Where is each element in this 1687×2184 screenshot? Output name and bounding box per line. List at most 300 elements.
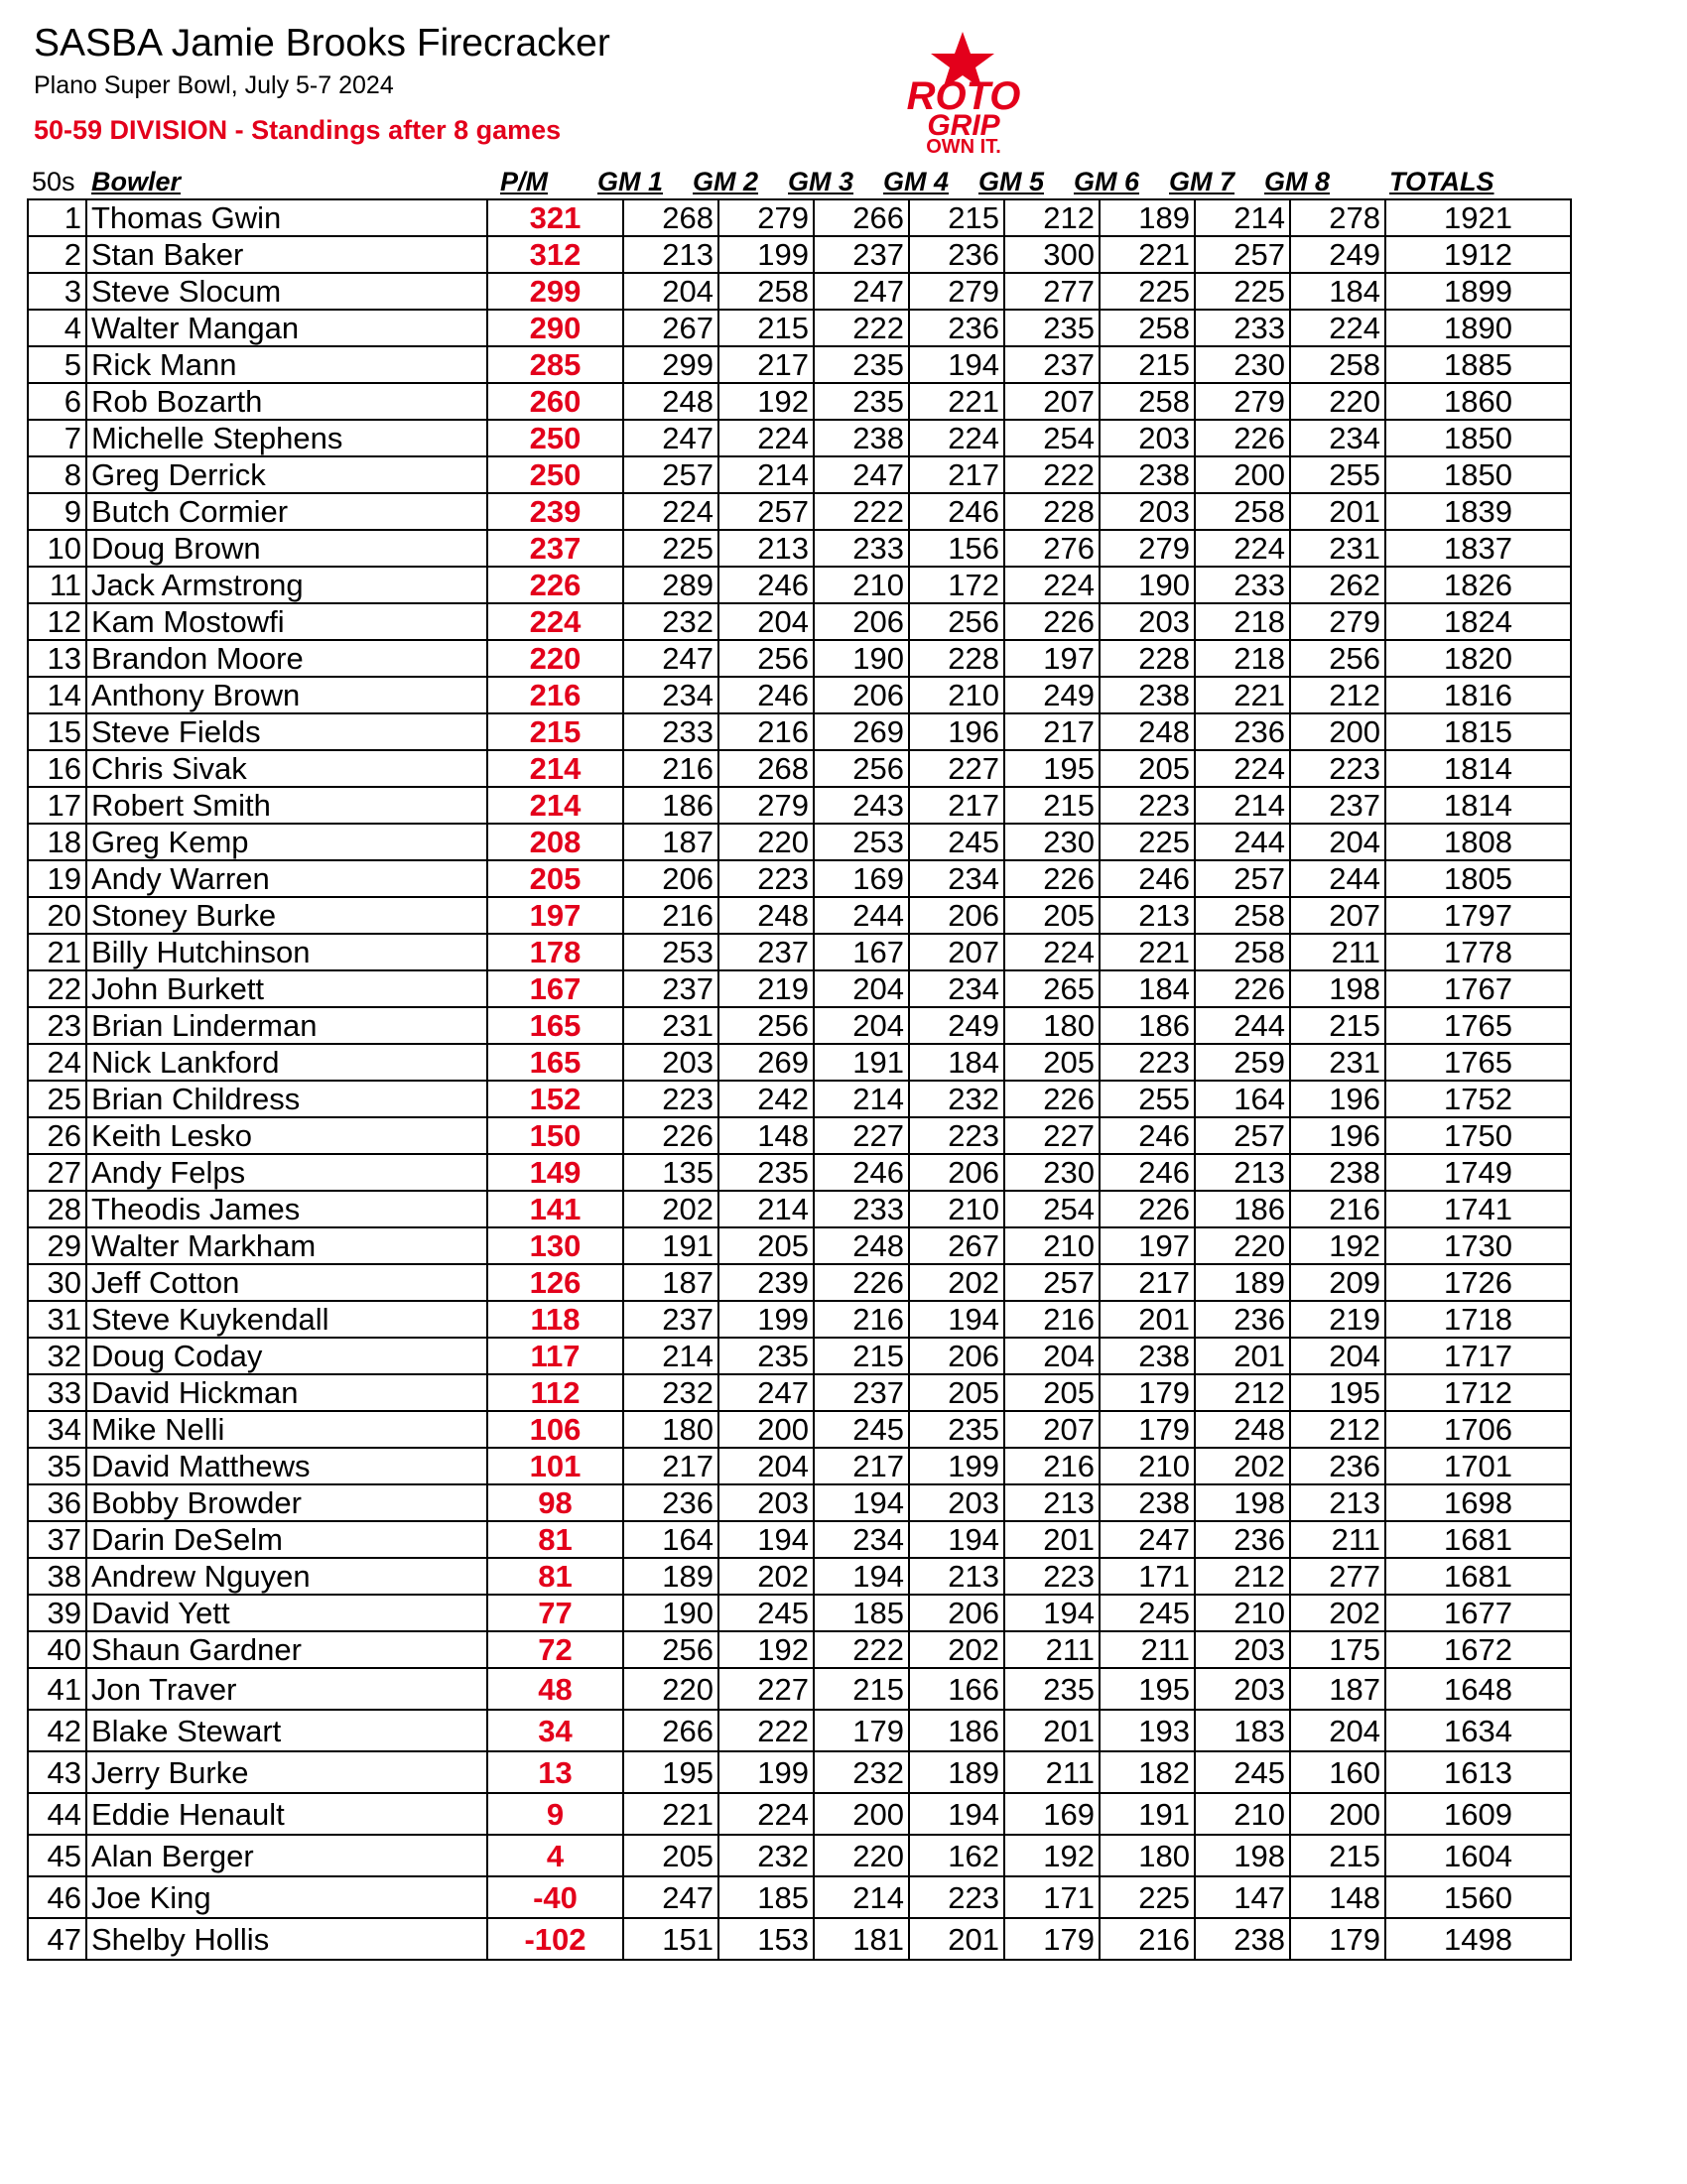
game-4-cell: 205 — [909, 1374, 1004, 1411]
game-1-cell: 231 — [623, 1007, 718, 1044]
game-8-cell: 224 — [1290, 310, 1385, 346]
game-5-cell: 205 — [1004, 1374, 1100, 1411]
game-2-cell: 217 — [718, 346, 814, 383]
game-4-cell: 223 — [909, 1876, 1004, 1918]
bowler-name-cell: Rick Mann — [86, 346, 487, 383]
game-8-cell: 202 — [1290, 1595, 1385, 1631]
game-8-cell: 187 — [1290, 1668, 1385, 1710]
table-row — [28, 1117, 1571, 1154]
table-row — [28, 824, 1571, 860]
bowler-name-cell: Shaun Gardner — [86, 1631, 487, 1668]
pm-cell: 239 — [487, 493, 623, 530]
game-3-cell: 246 — [814, 1154, 909, 1191]
game-2-cell: 200 — [718, 1411, 814, 1448]
game-6-cell: 195 — [1100, 1668, 1195, 1710]
game-4-cell: 267 — [909, 1227, 1004, 1264]
game-6-cell: 179 — [1100, 1374, 1195, 1411]
game-8-cell: 207 — [1290, 897, 1385, 934]
column-header-gm6: GM 6 — [1074, 167, 1140, 196]
total-cell: 1701 — [1385, 1448, 1571, 1484]
game-6-cell: 279 — [1100, 530, 1195, 567]
rank-cell: 46 — [28, 1876, 86, 1918]
game-6-cell: 197 — [1100, 1227, 1195, 1264]
total-cell: 1672 — [1385, 1631, 1571, 1668]
rank-cell: 18 — [28, 824, 86, 860]
game-7-cell: 198 — [1195, 1835, 1290, 1876]
game-5-cell: 235 — [1004, 1668, 1100, 1710]
game-5-cell: 201 — [1004, 1521, 1100, 1558]
game-2-cell: 224 — [718, 1793, 814, 1835]
game-7-cell: 279 — [1195, 383, 1290, 420]
game-7-cell: 236 — [1195, 1521, 1290, 1558]
game-5-cell: 257 — [1004, 1264, 1100, 1301]
game-3-cell: 204 — [814, 1007, 909, 1044]
game-3-cell: 179 — [814, 1710, 909, 1751]
table-row — [28, 1710, 1571, 1751]
game-3-cell: 222 — [814, 493, 909, 530]
roto-grip-logo — [855, 28, 1072, 153]
table-row — [28, 1227, 1571, 1264]
game-1-cell: 187 — [623, 1264, 718, 1301]
bowler-name-cell: David Matthews — [86, 1448, 487, 1484]
bowler-name-cell: Stan Baker — [86, 236, 487, 273]
pm-cell: 98 — [487, 1484, 623, 1521]
game-5-cell: 179 — [1004, 1918, 1100, 1960]
game-7-cell: 147 — [1195, 1876, 1290, 1918]
page-title: SASBA Jamie Brooks Firecracker — [34, 22, 610, 64]
game-3-cell: 194 — [814, 1558, 909, 1595]
table-row — [28, 1301, 1571, 1338]
game-4-cell: 166 — [909, 1668, 1004, 1710]
game-8-cell: 211 — [1290, 1521, 1385, 1558]
game-5-cell: 237 — [1004, 346, 1100, 383]
game-8-cell: 223 — [1290, 750, 1385, 787]
game-7-cell: 198 — [1195, 1484, 1290, 1521]
game-5-cell: 171 — [1004, 1876, 1100, 1918]
table-row — [28, 420, 1571, 456]
pm-cell: 312 — [487, 236, 623, 273]
game-5-cell: 224 — [1004, 934, 1100, 970]
game-3-cell: 235 — [814, 383, 909, 420]
game-4-cell: 207 — [909, 934, 1004, 970]
game-4-cell: 186 — [909, 1710, 1004, 1751]
game-3-cell: 237 — [814, 236, 909, 273]
game-1-cell: 135 — [623, 1154, 718, 1191]
game-1-cell: 214 — [623, 1338, 718, 1374]
pm-cell: 215 — [487, 713, 623, 750]
table-row — [28, 1835, 1571, 1876]
game-7-cell: 214 — [1195, 199, 1290, 236]
game-1-cell: 213 — [623, 236, 718, 273]
pm-cell: 290 — [487, 310, 623, 346]
table-row — [28, 1081, 1571, 1117]
pm-cell: 152 — [487, 1081, 623, 1117]
game-7-cell: 164 — [1195, 1081, 1290, 1117]
rank-cell: 20 — [28, 897, 86, 934]
game-1-cell: 237 — [623, 970, 718, 1007]
game-2-cell: 242 — [718, 1081, 814, 1117]
bowler-name-cell: Andy Warren — [86, 860, 487, 897]
total-cell: 1726 — [1385, 1264, 1571, 1301]
game-3-cell: 215 — [814, 1338, 909, 1374]
game-7-cell: 230 — [1195, 346, 1290, 383]
game-8-cell: 231 — [1290, 1044, 1385, 1081]
game-1-cell: 225 — [623, 530, 718, 567]
game-8-cell: 175 — [1290, 1631, 1385, 1668]
rank-cell: 44 — [28, 1793, 86, 1835]
game-2-cell: 204 — [718, 603, 814, 640]
game-1-cell: 247 — [623, 420, 718, 456]
table-row — [28, 1264, 1571, 1301]
bowler-name-cell: Steve Fields — [86, 713, 487, 750]
game-2-cell: 219 — [718, 970, 814, 1007]
game-4-cell: 202 — [909, 1264, 1004, 1301]
logo-line1: ROTO — [906, 74, 1021, 118]
pm-cell: 205 — [487, 860, 623, 897]
game-2-cell: 257 — [718, 493, 814, 530]
game-2-cell: 205 — [718, 1227, 814, 1264]
game-6-cell: 182 — [1100, 1751, 1195, 1793]
roto-grip-logo-graphic — [855, 28, 1072, 153]
game-8-cell: 212 — [1290, 677, 1385, 713]
game-7-cell: 238 — [1195, 1918, 1290, 1960]
game-1-cell: 164 — [623, 1521, 718, 1558]
rank-cell: 8 — [28, 456, 86, 493]
game-1-cell: 151 — [623, 1918, 718, 1960]
game-8-cell: 212 — [1290, 1411, 1385, 1448]
table-row — [28, 1374, 1571, 1411]
bowler-name-cell: Bobby Browder — [86, 1484, 487, 1521]
rank-cell: 17 — [28, 787, 86, 824]
game-2-cell: 203 — [718, 1484, 814, 1521]
game-6-cell: 225 — [1100, 1876, 1195, 1918]
bowler-name-cell: Shelby Hollis — [86, 1918, 487, 1960]
game-2-cell: 227 — [718, 1668, 814, 1710]
game-3-cell: 169 — [814, 860, 909, 897]
game-4-cell: 246 — [909, 493, 1004, 530]
game-6-cell: 245 — [1100, 1595, 1195, 1631]
game-4-cell: 228 — [909, 640, 1004, 677]
game-6-cell: 184 — [1100, 970, 1195, 1007]
bowler-name-cell: David Yett — [86, 1595, 487, 1631]
column-header-gm5: GM 5 — [978, 167, 1045, 196]
bowler-name-cell: Steve Slocum — [86, 273, 487, 310]
game-6-cell: 203 — [1100, 603, 1195, 640]
rank-cell: 13 — [28, 640, 86, 677]
pm-cell: 150 — [487, 1117, 623, 1154]
game-1-cell: 217 — [623, 1448, 718, 1484]
rank-cell: 43 — [28, 1751, 86, 1793]
game-4-cell: 249 — [909, 1007, 1004, 1044]
game-2-cell: 216 — [718, 713, 814, 750]
table-row — [28, 493, 1571, 530]
game-4-cell: 210 — [909, 677, 1004, 713]
game-7-cell: 200 — [1195, 456, 1290, 493]
game-2-cell: 239 — [718, 1264, 814, 1301]
rank-cell: 6 — [28, 383, 86, 420]
game-7-cell: 224 — [1195, 530, 1290, 567]
game-4-cell: 232 — [909, 1081, 1004, 1117]
total-cell: 1912 — [1385, 236, 1571, 273]
game-2-cell: 256 — [718, 1007, 814, 1044]
game-2-cell: 279 — [718, 199, 814, 236]
game-1-cell: 223 — [623, 1081, 718, 1117]
bowler-name-cell: Jon Traver — [86, 1668, 487, 1710]
bowler-name-cell: Michelle Stephens — [86, 420, 487, 456]
table-row — [28, 1595, 1571, 1631]
game-6-cell: 228 — [1100, 640, 1195, 677]
total-cell: 1634 — [1385, 1710, 1571, 1751]
game-1-cell: 253 — [623, 934, 718, 970]
game-8-cell: 200 — [1290, 1793, 1385, 1835]
total-cell: 1899 — [1385, 273, 1571, 310]
total-cell: 1712 — [1385, 1374, 1571, 1411]
pm-cell: 101 — [487, 1448, 623, 1484]
game-1-cell: 180 — [623, 1411, 718, 1448]
total-cell: 1613 — [1385, 1751, 1571, 1793]
game-2-cell: 215 — [718, 310, 814, 346]
pm-cell: 117 — [487, 1338, 623, 1374]
bowler-name-cell: Kam Mostowfi — [86, 603, 487, 640]
bowler-name-cell: Walter Markham — [86, 1227, 487, 1264]
game-5-cell: 197 — [1004, 640, 1100, 677]
game-6-cell: 246 — [1100, 860, 1195, 897]
game-3-cell: 204 — [814, 970, 909, 1007]
game-5-cell: 211 — [1004, 1631, 1100, 1668]
division-heading: 50-59 DIVISION - Standings after 8 games — [34, 115, 562, 145]
game-6-cell: 255 — [1100, 1081, 1195, 1117]
game-3-cell: 210 — [814, 567, 909, 603]
game-1-cell: 247 — [623, 640, 718, 677]
game-3-cell: 220 — [814, 1835, 909, 1876]
bowler-name-cell: Andy Felps — [86, 1154, 487, 1191]
pm-cell: 214 — [487, 787, 623, 824]
game-5-cell: 192 — [1004, 1835, 1100, 1876]
game-7-cell: 224 — [1195, 750, 1290, 787]
game-4-cell: 194 — [909, 1301, 1004, 1338]
rank-cell: 14 — [28, 677, 86, 713]
game-2-cell: 199 — [718, 1301, 814, 1338]
rank-cell: 4 — [28, 310, 86, 346]
game-6-cell: 217 — [1100, 1264, 1195, 1301]
table-row — [28, 1876, 1571, 1918]
pm-cell: 226 — [487, 567, 623, 603]
game-8-cell: 198 — [1290, 970, 1385, 1007]
total-cell: 1820 — [1385, 640, 1571, 677]
pm-cell: 72 — [487, 1631, 623, 1668]
game-8-cell: 160 — [1290, 1751, 1385, 1793]
total-cell: 1498 — [1385, 1918, 1571, 1960]
bowler-name-cell: John Burkett — [86, 970, 487, 1007]
rank-cell: 5 — [28, 346, 86, 383]
total-cell: 1706 — [1385, 1411, 1571, 1448]
game-8-cell: 255 — [1290, 456, 1385, 493]
game-4-cell: 224 — [909, 420, 1004, 456]
game-3-cell: 167 — [814, 934, 909, 970]
table-row — [28, 897, 1571, 934]
game-3-cell: 215 — [814, 1668, 909, 1710]
game-8-cell: 258 — [1290, 346, 1385, 383]
game-6-cell: 223 — [1100, 787, 1195, 824]
game-2-cell: 235 — [718, 1338, 814, 1374]
game-6-cell: 247 — [1100, 1521, 1195, 1558]
game-2-cell: 192 — [718, 1631, 814, 1668]
rank-cell: 26 — [28, 1117, 86, 1154]
game-4-cell: 201 — [909, 1918, 1004, 1960]
game-5-cell: 201 — [1004, 1710, 1100, 1751]
pm-cell: 178 — [487, 934, 623, 970]
game-8-cell: 231 — [1290, 530, 1385, 567]
game-2-cell: 279 — [718, 787, 814, 824]
table-row — [28, 273, 1571, 310]
pm-cell: 214 — [487, 750, 623, 787]
game-6-cell: 205 — [1100, 750, 1195, 787]
game-1-cell: 224 — [623, 493, 718, 530]
game-7-cell: 212 — [1195, 1374, 1290, 1411]
game-4-cell: 196 — [909, 713, 1004, 750]
game-4-cell: 172 — [909, 567, 1004, 603]
total-cell: 1718 — [1385, 1301, 1571, 1338]
bowler-name-cell: Doug Coday — [86, 1338, 487, 1374]
game-7-cell: 218 — [1195, 603, 1290, 640]
game-2-cell: 199 — [718, 1751, 814, 1793]
pm-cell: 106 — [487, 1411, 623, 1448]
game-6-cell: 225 — [1100, 273, 1195, 310]
total-cell: 1677 — [1385, 1595, 1571, 1631]
game-5-cell: 226 — [1004, 860, 1100, 897]
pm-cell: 130 — [487, 1227, 623, 1264]
game-3-cell: 206 — [814, 677, 909, 713]
game-4-cell: 217 — [909, 787, 1004, 824]
game-2-cell: 235 — [718, 1154, 814, 1191]
standings-body — [28, 199, 1571, 1960]
game-4-cell: 279 — [909, 273, 1004, 310]
game-5-cell: 227 — [1004, 1117, 1100, 1154]
bowler-name-cell: Keith Lesko — [86, 1117, 487, 1154]
game-6-cell: 258 — [1100, 383, 1195, 420]
game-3-cell: 233 — [814, 1191, 909, 1227]
table-row — [28, 1411, 1571, 1448]
game-2-cell: 214 — [718, 456, 814, 493]
pm-cell: 224 — [487, 603, 623, 640]
game-8-cell: 195 — [1290, 1374, 1385, 1411]
game-3-cell: 191 — [814, 1044, 909, 1081]
table-row — [28, 787, 1571, 824]
game-5-cell: 205 — [1004, 897, 1100, 934]
game-5-cell: 235 — [1004, 310, 1100, 346]
rank-cell: 23 — [28, 1007, 86, 1044]
game-5-cell: 215 — [1004, 787, 1100, 824]
total-cell: 1752 — [1385, 1081, 1571, 1117]
game-5-cell: 230 — [1004, 824, 1100, 860]
game-1-cell: 206 — [623, 860, 718, 897]
game-3-cell: 269 — [814, 713, 909, 750]
pm-cell: 299 — [487, 273, 623, 310]
table-row — [28, 1668, 1571, 1710]
total-cell: 1826 — [1385, 567, 1571, 603]
pm-cell: 149 — [487, 1154, 623, 1191]
game-1-cell: 205 — [623, 1835, 718, 1876]
total-cell: 1860 — [1385, 383, 1571, 420]
game-4-cell: 245 — [909, 824, 1004, 860]
game-3-cell: 206 — [814, 603, 909, 640]
rank-cell: 32 — [28, 1338, 86, 1374]
game-1-cell: 204 — [623, 273, 718, 310]
game-5-cell: 194 — [1004, 1595, 1100, 1631]
rank-cell: 33 — [28, 1374, 86, 1411]
rank-cell: 16 — [28, 750, 86, 787]
game-6-cell: 221 — [1100, 236, 1195, 273]
total-cell: 1730 — [1385, 1227, 1571, 1264]
game-7-cell: 183 — [1195, 1710, 1290, 1751]
game-6-cell: 179 — [1100, 1411, 1195, 1448]
game-8-cell: 215 — [1290, 1835, 1385, 1876]
rank-cell: 35 — [28, 1448, 86, 1484]
game-1-cell: 216 — [623, 750, 718, 787]
game-4-cell: 194 — [909, 1521, 1004, 1558]
game-1-cell: 233 — [623, 713, 718, 750]
game-3-cell: 214 — [814, 1876, 909, 1918]
total-cell: 1890 — [1385, 310, 1571, 346]
game-7-cell: 186 — [1195, 1191, 1290, 1227]
game-3-cell: 253 — [814, 824, 909, 860]
bowler-name-cell: Anthony Brown — [86, 677, 487, 713]
table-row — [28, 567, 1571, 603]
game-4-cell: 227 — [909, 750, 1004, 787]
bowler-name-cell: Eddie Henault — [86, 1793, 487, 1835]
bowler-name-cell: Joe King — [86, 1876, 487, 1918]
game-6-cell: 246 — [1100, 1117, 1195, 1154]
pm-cell: 77 — [487, 1595, 623, 1631]
game-1-cell: 190 — [623, 1595, 718, 1631]
game-8-cell: 244 — [1290, 860, 1385, 897]
game-3-cell: 222 — [814, 1631, 909, 1668]
game-8-cell: 277 — [1290, 1558, 1385, 1595]
game-3-cell: 214 — [814, 1081, 909, 1117]
bowler-name-cell: Brian Linderman — [86, 1007, 487, 1044]
total-cell: 1815 — [1385, 713, 1571, 750]
column-header-row — [0, 167, 1687, 198]
bowler-name-cell: Nick Lankford — [86, 1044, 487, 1081]
game-1-cell: 256 — [623, 1631, 718, 1668]
game-5-cell: 211 — [1004, 1751, 1100, 1793]
total-cell: 1604 — [1385, 1835, 1571, 1876]
game-1-cell: 234 — [623, 677, 718, 713]
game-2-cell: 246 — [718, 567, 814, 603]
game-5-cell: 254 — [1004, 1191, 1100, 1227]
table-row — [28, 603, 1571, 640]
column-header-gm4: GM 4 — [883, 167, 950, 196]
game-8-cell: 256 — [1290, 640, 1385, 677]
table-row — [28, 934, 1571, 970]
bowler-name-cell: Greg Derrick — [86, 456, 487, 493]
game-6-cell: 193 — [1100, 1710, 1195, 1751]
game-4-cell: 156 — [909, 530, 1004, 567]
column-header-totals: TOTALS — [1389, 167, 1494, 196]
pm-cell: 167 — [487, 970, 623, 1007]
game-4-cell: 234 — [909, 860, 1004, 897]
game-4-cell: 189 — [909, 1751, 1004, 1793]
game-2-cell: 222 — [718, 1710, 814, 1751]
total-cell: 1816 — [1385, 677, 1571, 713]
game-5-cell: 254 — [1004, 420, 1100, 456]
game-1-cell: 221 — [623, 1793, 718, 1835]
game-8-cell: 192 — [1290, 1227, 1385, 1264]
game-4-cell: 234 — [909, 970, 1004, 1007]
logo-tagline: OWN IT. — [926, 136, 1001, 153]
game-7-cell: 245 — [1195, 1751, 1290, 1793]
rank-cell: 25 — [28, 1081, 86, 1117]
